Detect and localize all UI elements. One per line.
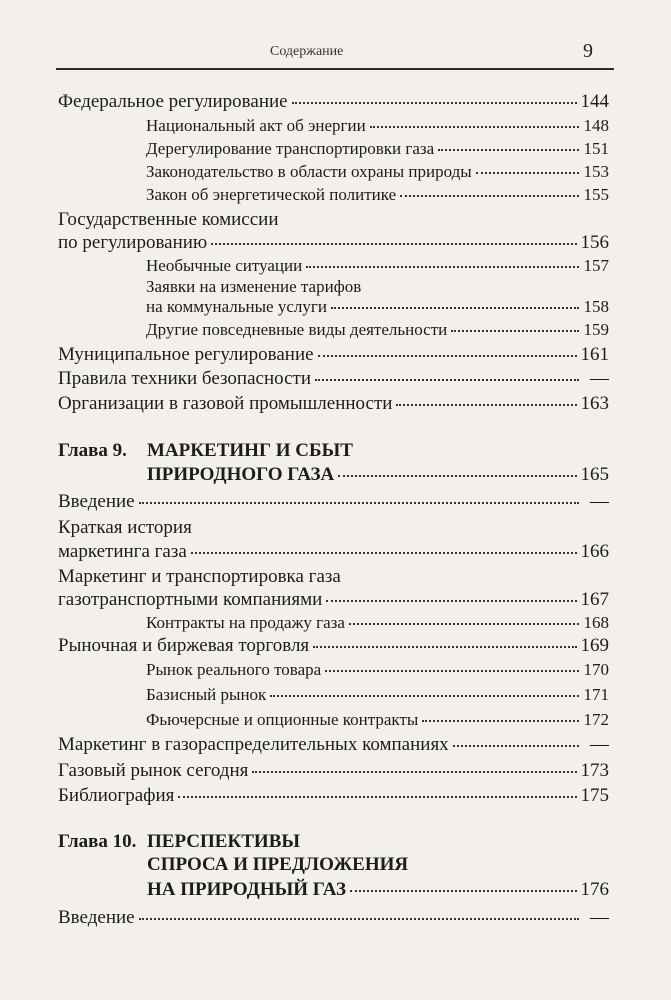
toc-entry-title: по регулированию xyxy=(58,232,208,253)
toc-page-number: 163 xyxy=(580,393,609,414)
toc-page-number: 166 xyxy=(580,541,609,562)
toc-entry-title: Введение xyxy=(58,907,135,928)
toc-entry-marketing-transport xyxy=(58,588,609,612)
toc-entry-spot-market xyxy=(146,658,609,682)
toc-page-number: 168 xyxy=(583,613,609,632)
toc-entry-title: Необычные ситуации xyxy=(146,256,303,275)
chapter-10-number: Глава 10. xyxy=(58,831,137,852)
toc-entry-chapter-9 xyxy=(147,463,609,487)
dot-leader xyxy=(400,195,579,197)
dot-leader xyxy=(451,330,579,332)
toc-page-number: 161 xyxy=(580,344,609,365)
toc-entry-title: газотранспортными компаниями xyxy=(58,589,323,610)
toc-page-number: 144 xyxy=(580,91,609,112)
toc-entry-introduction-ch10 xyxy=(58,906,609,930)
toc-entry-gas-market-today xyxy=(58,759,609,783)
toc-entry-introduction-ch9 xyxy=(58,490,609,514)
page-number: 9 xyxy=(583,40,593,62)
toc-page-number: 159 xyxy=(583,320,609,339)
toc-entry-title: Дерегулирование транспортировки газа xyxy=(146,139,435,158)
dot-leader xyxy=(453,745,579,747)
toc-entry-title: Контракты на продажу газа xyxy=(146,613,345,632)
toc-page-number: 153 xyxy=(583,162,609,181)
dot-leader xyxy=(331,307,579,309)
toc-entry-state-commissions xyxy=(58,231,609,255)
dot-leader xyxy=(350,890,576,892)
toc-entry-title: Базисный рынок xyxy=(146,685,267,704)
dot-leader xyxy=(191,552,577,554)
toc-entry-title: Маркетинг в газораспределительных компаниях xyxy=(58,734,449,755)
toc-entry-national-energy-act xyxy=(146,114,609,138)
toc-page-number: — xyxy=(590,491,609,512)
toc-entry-distribution-marketing xyxy=(58,733,609,757)
dot-leader xyxy=(422,720,579,722)
toc-entry-title: Газовый рынок сегодня xyxy=(58,760,249,781)
dot-leader xyxy=(139,918,579,920)
toc-entry-bibliography xyxy=(58,784,609,808)
toc-page-number: 148 xyxy=(583,116,609,135)
toc-page-number: 175 xyxy=(580,785,609,806)
toc-entry-title: Введение xyxy=(58,491,135,512)
toc-entry-title: маркетинга газа xyxy=(58,541,187,562)
toc-entry-marketing-transport-line1: Маркетинг и транспортировка газа xyxy=(58,566,341,587)
toc-page-number: 172 xyxy=(583,710,609,729)
toc-entry-title: Рынок реального товара xyxy=(146,660,322,679)
toc-entry-title: НА ПРИРОДНЫЙ ГАЗ xyxy=(147,879,347,900)
toc-entry-title: Другие повседневные виды деятельности xyxy=(146,320,448,339)
toc-entry-deregulation xyxy=(146,137,609,161)
chapter-9-title-line1: МАРКЕТИНГ И СБЫТ xyxy=(147,440,353,461)
toc-entry-title: Рыночная и биржевая торговля xyxy=(58,635,310,656)
toc-entry-title: Федеральное регулирование xyxy=(58,91,288,112)
toc-entry-title: на коммунальные услуги xyxy=(146,297,327,316)
dot-leader xyxy=(139,502,579,504)
toc-page-number: 167 xyxy=(580,589,609,610)
dot-leader xyxy=(315,379,579,381)
toc-entry-industry-organizations xyxy=(58,392,609,416)
toc-entry-energy-policy-act xyxy=(146,183,609,207)
toc-page-number: 173 xyxy=(580,760,609,781)
toc-entry-title: Организации в газовой промышленности xyxy=(58,393,393,414)
toc-page-number: 158 xyxy=(583,297,609,316)
toc-entry-safety-rules xyxy=(58,367,609,391)
toc-entry-market-trading xyxy=(58,634,609,658)
dot-leader xyxy=(349,623,579,625)
toc-entry-chapter-10 xyxy=(147,878,609,902)
toc-entry-environmental-law xyxy=(146,160,609,184)
dot-leader xyxy=(438,149,579,151)
toc-page-number: 176 xyxy=(580,879,609,900)
toc-entry-history-line1: Краткая история xyxy=(58,517,192,538)
dot-leader xyxy=(476,172,579,174)
toc-page-number: 165 xyxy=(580,464,609,485)
toc-entry-municipal-regulation xyxy=(58,343,609,367)
dot-leader xyxy=(326,600,576,602)
header-rule xyxy=(56,68,614,70)
dot-leader xyxy=(178,796,576,798)
toc-entry-tariff-requests-line1: Заявки на изменение тарифов xyxy=(146,277,362,296)
dot-leader xyxy=(211,243,576,245)
toc-entry-title: Правила техники безопасности xyxy=(58,368,311,389)
chapter-10-title-line1: ПЕРСПЕКТИВЫ xyxy=(147,831,301,852)
dot-leader xyxy=(313,646,576,648)
toc-page-number: 169 xyxy=(580,635,609,656)
running-head: Содержание xyxy=(270,44,344,59)
dot-leader xyxy=(370,126,579,128)
toc-entry-futures-options xyxy=(146,708,609,732)
toc-page-number: 170 xyxy=(583,660,609,679)
toc-entry-federal-regulation xyxy=(58,90,609,114)
toc-entry-title: Национальный акт об энергии xyxy=(146,116,366,135)
dot-leader xyxy=(318,355,577,357)
toc-entry-tariff-requests xyxy=(146,295,609,319)
dot-leader xyxy=(306,266,579,268)
dot-leader xyxy=(270,695,579,697)
toc-entry-history xyxy=(58,540,609,564)
chapter-9-number: Глава 9. xyxy=(58,440,127,461)
toc-page-number: 155 xyxy=(583,185,609,204)
toc-entry-state-commissions-line1: Государственные комиссии xyxy=(58,209,279,230)
toc-page-number: — xyxy=(590,368,609,389)
toc-entry-title: Библиография xyxy=(58,785,175,806)
dot-leader xyxy=(338,475,576,477)
dot-leader xyxy=(396,404,576,406)
dot-leader xyxy=(325,670,579,672)
toc-page-number: 151 xyxy=(583,139,609,158)
chapter-10-title-line2: СПРОСА И ПРЕДЛОЖЕНИЯ xyxy=(147,854,409,875)
toc-entry-title: ПРИРОДНОГО ГАЗА xyxy=(147,464,335,485)
toc-entry-sales-contracts xyxy=(146,611,609,635)
toc-page-number: 157 xyxy=(583,256,609,275)
dot-leader xyxy=(292,102,577,104)
toc-entry-title: Муниципальное регулирование xyxy=(58,344,314,365)
toc-entry-daily-activities xyxy=(146,318,609,342)
toc-page-number: — xyxy=(590,734,609,755)
dot-leader xyxy=(252,771,576,773)
toc-page-number: 171 xyxy=(583,685,609,704)
toc-entry-title: Законодательство в области охраны природы xyxy=(146,162,472,181)
toc-page-number: 156 xyxy=(580,232,609,253)
toc-entry-basis-market xyxy=(146,683,609,707)
toc-page-number: — xyxy=(590,907,609,928)
toc-entry-title: Закон об энергетической политике xyxy=(146,185,397,204)
toc-entry-title: Фьючерсные и опционные контракты xyxy=(146,710,419,729)
